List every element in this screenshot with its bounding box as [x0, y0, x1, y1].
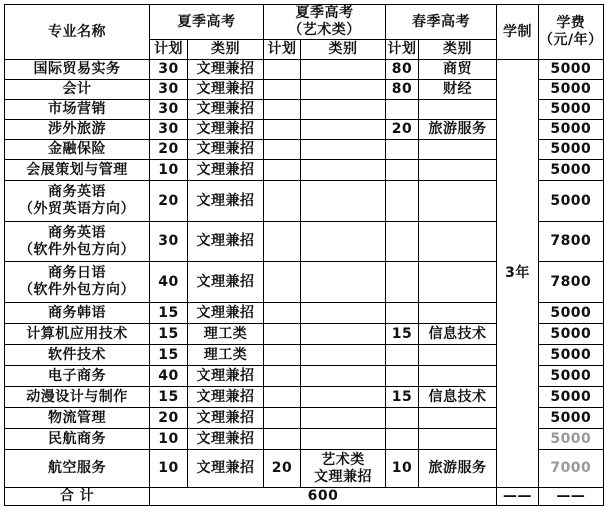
total-label: 合 计 [5, 488, 150, 506]
summer-plan: 15 [150, 324, 188, 345]
total-row [5, 488, 604, 506]
summer-category-line: 文理兼招 [196, 273, 255, 290]
spring-category [419, 345, 497, 366]
spring-plan: 80 [386, 80, 419, 100]
spring-plan [386, 262, 419, 303]
summer-plan: 15 [150, 345, 188, 366]
spring-plan: 80 [386, 60, 419, 80]
header-spring-category: 类别 [419, 40, 497, 60]
major-name-line: （外贸英语方向） [19, 201, 135, 217]
major-name [5, 262, 150, 303]
spring-plan: 10 [386, 450, 419, 488]
major-name [5, 80, 150, 100]
header-spring: 春季高考 [386, 5, 497, 40]
art-category [301, 303, 386, 324]
header-summer-art-line2: （艺术类） [288, 22, 361, 38]
table-row [5, 60, 604, 80]
major-name [5, 181, 150, 222]
summer-category [188, 160, 264, 181]
spring-category [419, 181, 497, 222]
major-name [5, 100, 150, 120]
summer-category-line: 文理兼招 [196, 81, 255, 97]
spring-plan [386, 429, 419, 450]
major-name-line: 动漫设计与制作 [26, 388, 128, 405]
major-name [5, 429, 150, 450]
total-value: 600 [150, 488, 497, 506]
summer-category-line: 文理兼招 [196, 141, 255, 157]
art-plan [264, 100, 301, 120]
major-name [5, 366, 150, 387]
art-plan: 20 [264, 450, 301, 488]
summer-category [188, 387, 264, 408]
summer-category [188, 60, 264, 80]
spring-category [419, 140, 497, 160]
spring-category: 旅游服务 [419, 450, 497, 488]
major-name-line: 民航商务 [48, 430, 106, 447]
summer-plan: 40 [150, 366, 188, 387]
major-name [5, 222, 150, 262]
summer-category-line: 文理兼招 [196, 101, 255, 117]
spring-category: 信息技术 [419, 324, 497, 345]
header-duration: 学制 [497, 5, 539, 60]
tuition-fee: 7000 [539, 450, 604, 488]
major-name-line: 商务英语 [48, 184, 106, 200]
header-fee-line1: 学费 [556, 15, 586, 31]
art-category [301, 120, 386, 140]
header-row-1 [5, 5, 604, 40]
header-summer-category: 类别 [188, 40, 264, 60]
summer-category [188, 181, 264, 222]
art-category [301, 80, 386, 100]
tuition-fee: 7800 [539, 262, 604, 303]
summer-category [188, 429, 264, 450]
tuition-fee: 5000 [539, 408, 604, 429]
header-summer-art-line1: 夏季高考 [295, 5, 354, 21]
art-plan [264, 120, 301, 140]
spring-category [419, 160, 497, 181]
art-category [301, 181, 386, 222]
spring-category [419, 222, 497, 262]
spring-plan [386, 140, 419, 160]
major-name-line: 电子商务 [48, 367, 106, 384]
art-plan [264, 429, 301, 450]
summer-plan: 40 [150, 262, 188, 303]
major-name [5, 303, 150, 324]
art-category-line: 文理兼招 [314, 468, 372, 485]
major-name [5, 60, 150, 80]
summer-category-line: 文理兼招 [196, 192, 255, 209]
spring-category [419, 262, 497, 303]
summer-category [188, 366, 264, 387]
art-plan [264, 262, 301, 303]
major-name [5, 140, 150, 160]
spring-plan [386, 303, 419, 324]
art-category [301, 160, 386, 181]
summer-category [188, 100, 264, 120]
art-plan [264, 366, 301, 387]
spring-category [419, 366, 497, 387]
art-plan [264, 303, 301, 324]
art-category [301, 387, 386, 408]
art-category [301, 450, 386, 488]
art-category [301, 222, 386, 262]
art-category [301, 324, 386, 345]
header-summer-plan: 计划 [150, 40, 188, 60]
summer-category [188, 345, 264, 366]
major-name-line: 计算机应用技术 [26, 325, 128, 342]
tuition-fee: 5000 [539, 60, 604, 80]
major-name-line: 商务韩语 [48, 304, 106, 321]
header-summer: 夏季高考 [150, 5, 264, 40]
summer-category [188, 324, 264, 345]
art-plan [264, 408, 301, 429]
spring-category: 信息技术 [419, 387, 497, 408]
summer-category [188, 120, 264, 140]
art-category [301, 429, 386, 450]
art-category [301, 262, 386, 303]
summer-plan: 30 [150, 100, 188, 120]
summer-category-line: 文理兼招 [196, 304, 255, 321]
art-category-line: 艺术类 [321, 451, 365, 468]
summer-plan: 20 [150, 181, 188, 222]
spring-plan [386, 345, 419, 366]
header-major: 专业名称 [5, 5, 150, 60]
art-plan [264, 160, 301, 181]
major-name-line: 涉外旅游 [48, 121, 106, 137]
major-name [5, 324, 150, 345]
spring-plan [386, 222, 419, 262]
summer-category-line: 文理兼招 [196, 460, 255, 476]
summer-plan: 30 [150, 222, 188, 262]
summer-category [188, 140, 264, 160]
table-body [5, 5, 604, 506]
art-category [301, 345, 386, 366]
tuition-fee: 5000 [539, 80, 604, 100]
art-plan [264, 60, 301, 80]
tuition-fee: 5000 [539, 387, 604, 408]
major-name-line: 国际贸易实务 [33, 61, 121, 77]
tuition-fee: 5000 [539, 120, 604, 140]
major-name-line: 软件技术 [48, 346, 106, 363]
summer-category [188, 450, 264, 488]
major-name-line: 商务日语 [48, 265, 106, 281]
spring-plan: 20 [386, 120, 419, 140]
spring-category [419, 100, 497, 120]
summer-category-line: 文理兼招 [196, 409, 255, 426]
art-category [301, 140, 386, 160]
art-plan [264, 324, 301, 345]
spring-category: 商贸 [419, 60, 497, 80]
total-duration: —— [497, 488, 539, 506]
art-category [301, 100, 386, 120]
summer-plan: 20 [150, 140, 188, 160]
tuition-fee: 5000 [539, 160, 604, 181]
major-name-line: 商务英语 [48, 224, 106, 241]
major-name [5, 160, 150, 181]
art-plan [264, 387, 301, 408]
tuition-fee: 5000 [539, 345, 604, 366]
summer-category-line: 理工类 [203, 346, 248, 363]
summer-category [188, 80, 264, 100]
summer-plan: 10 [150, 450, 188, 488]
major-name [5, 120, 150, 140]
summer-plan: 20 [150, 408, 188, 429]
tuition-fee: 5000 [539, 303, 604, 324]
art-category [301, 366, 386, 387]
summer-plan: 10 [150, 160, 188, 181]
major-name-line: 金融保险 [48, 141, 106, 157]
summer-category [188, 303, 264, 324]
summer-category-line: 文理兼招 [196, 233, 255, 249]
tuition-fee: 5000 [539, 324, 604, 345]
spring-category [419, 429, 497, 450]
summer-plan: 30 [150, 120, 188, 140]
summer-plan: 30 [150, 80, 188, 100]
major-name-line: （软件外包方向） [19, 282, 135, 298]
art-plan [264, 222, 301, 262]
header-spring-plan: 计划 [386, 40, 419, 60]
art-plan [264, 140, 301, 160]
art-category [301, 408, 386, 429]
duration-value: 3年 [497, 60, 539, 488]
major-name [5, 408, 150, 429]
major-name-line: 会展策划与管理 [26, 161, 128, 178]
art-plan [264, 181, 301, 222]
tuition-fee: 5000 [539, 140, 604, 160]
header-art-plan: 计划 [264, 40, 301, 60]
header-summer-art [264, 5, 386, 40]
tuition-fee: 7800 [539, 222, 604, 262]
summer-category-line: 文理兼招 [196, 121, 255, 137]
spring-plan: 15 [386, 324, 419, 345]
summer-plan: 10 [150, 429, 188, 450]
spring-plan [386, 100, 419, 120]
summer-plan: 30 [150, 60, 188, 80]
summer-category-line: 文理兼招 [196, 161, 255, 178]
major-name [5, 387, 150, 408]
major-name-line: 航空服务 [48, 460, 106, 476]
art-category [301, 60, 386, 80]
summer-category-line: 文理兼招 [196, 430, 255, 447]
summer-plan: 15 [150, 303, 188, 324]
tuition-fee: 5000 [539, 429, 604, 450]
summer-category-line: 文理兼招 [196, 388, 255, 405]
summer-category-line: 文理兼招 [196, 61, 255, 77]
major-name [5, 345, 150, 366]
enrollment-table [4, 4, 604, 506]
major-name-line: 会计 [62, 81, 92, 97]
summer-category-line: 文理兼招 [196, 367, 255, 384]
summer-category [188, 408, 264, 429]
header-art-category: 类别 [301, 40, 386, 60]
spring-category: 旅游服务 [419, 120, 497, 140]
major-name-line: 市场营销 [48, 101, 106, 117]
header-fee [539, 5, 604, 60]
spring-plan [386, 366, 419, 387]
art-plan [264, 345, 301, 366]
spring-plan [386, 160, 419, 181]
summer-category [188, 262, 264, 303]
total-fee: —— [539, 488, 604, 506]
summer-plan: 15 [150, 387, 188, 408]
spring-category [419, 408, 497, 429]
spring-plan [386, 181, 419, 222]
major-name-line: （软件外包方向） [19, 241, 135, 258]
major-name [5, 450, 150, 488]
spring-category: 财经 [419, 80, 497, 100]
tuition-fee: 5000 [539, 100, 604, 120]
summer-category [188, 222, 264, 262]
spring-plan: 15 [386, 387, 419, 408]
major-name-line: 物流管理 [48, 409, 106, 426]
summer-category-line: 理工类 [203, 325, 248, 342]
spring-plan [386, 408, 419, 429]
tuition-fee: 5000 [539, 366, 604, 387]
header-fee-line2: （元/年） [539, 32, 603, 48]
tuition-fee: 5000 [539, 181, 604, 222]
spring-category [419, 303, 497, 324]
art-plan [264, 80, 301, 100]
